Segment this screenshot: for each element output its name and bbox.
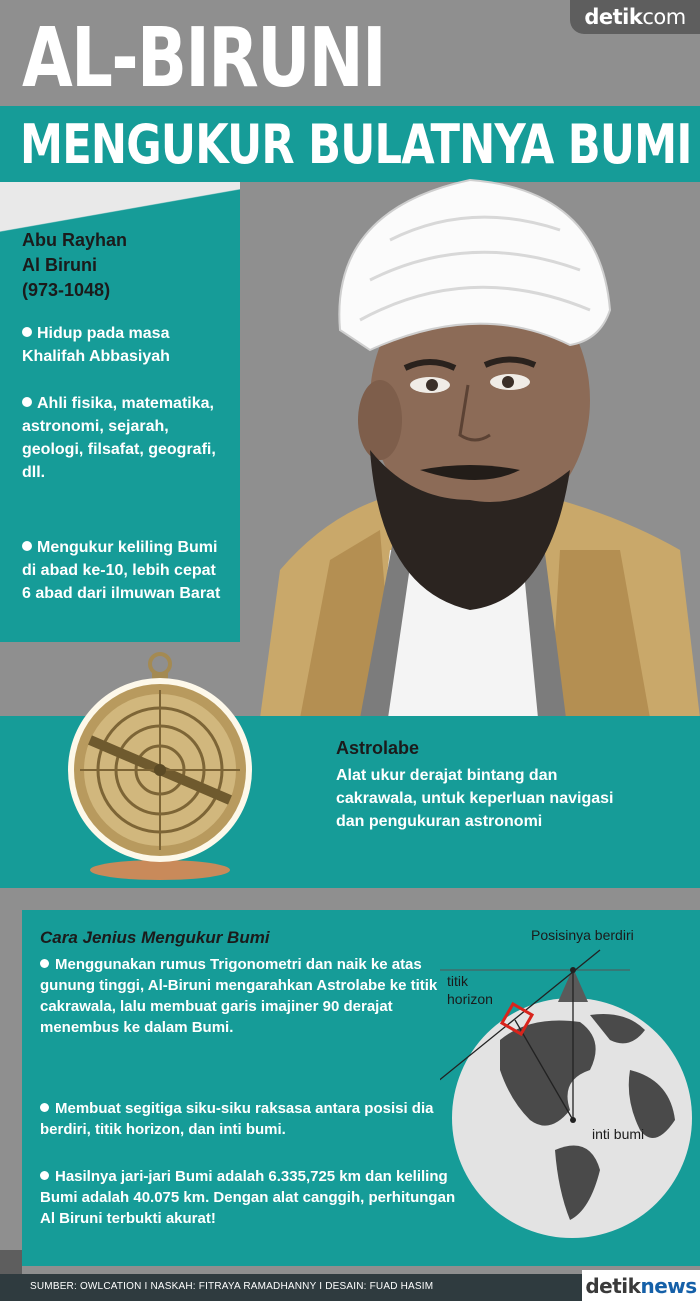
bullet-dot — [22, 397, 32, 407]
al-biruni-portrait — [220, 170, 700, 718]
earth-diagram — [440, 920, 700, 1260]
bullet-dot — [22, 541, 32, 551]
bullet-dot — [40, 1171, 49, 1180]
method-bullet-2: Membuat segitiga siku-siku raksasa antara posisi dia berdiri, titik horizon, dan inti bumi. — [40, 1100, 434, 1138]
method-title: Cara Jenius Mengukur Bumi — [40, 928, 270, 947]
detiknews-logo[interactable]: detik news — [582, 1270, 700, 1301]
method-bullet-1: Menggunakan rumus Trigonometri dan naik ke atas gunung tinggi, Al-Biruni mengarahkan Astrolabe ke titik cakrawala, lalu membuat garis imajiner 90 derajat menembus ke dalam Bumi. — [40, 956, 438, 1036]
page-subtitle: MENGUKUR BULATNYA BUMI — [20, 113, 692, 176]
bullet-dot — [22, 327, 32, 337]
corner-accent — [0, 1250, 22, 1274]
astrolabe-icon — [60, 650, 260, 880]
page-title: AL-BIRUNI — [22, 11, 385, 106]
bullet-dot — [40, 1103, 49, 1112]
bio-name: Abu Rayhan Al Biruni (973-1048) — [22, 230, 128, 300]
method-bullet-3: Hasilnya jari-jari Bumi adalah 6.335,725 km dan keliling Bumi adalah 40.075 km. Dengan alat canggih, perhitungan Al Biruni terbukti akurat! — [40, 1168, 456, 1227]
astrolabe-title: Astrolabe — [336, 738, 420, 758]
bullet-dot — [40, 959, 49, 968]
footer-credits: SUMBER: OWLCATION I NASKAH: FITRAYA RAMADHANNY I DESAIN: FUAD HASIM — [30, 1281, 434, 1292]
label-horizon-point: titik horizon — [447, 973, 493, 1007]
label-standing-position: Posisinya berdiri — [531, 927, 634, 943]
label-earth-core: inti bumi — [592, 1126, 645, 1142]
astrolabe-description: Alat ukur derajat bintang dan cakrawala, untuk keperluan navigasi dan pengukuran astronomi — [336, 767, 614, 830]
section-divider — [0, 888, 700, 910]
bio-bullet-2: Ahli fisika, matematika, astronomi, sejarah, geologi, filsafat, geografi, dll. — [22, 395, 216, 481]
bio-bullet-1: Hidup pada masa Khalifah Abbasiyah — [22, 325, 170, 365]
detikcom-logo[interactable]: detik com — [570, 0, 700, 34]
bio-bullet-3: Mengukur keliling Bumi di abad ke-10, lebih cepat 6 abad dari ilmuwan Barat — [22, 539, 221, 602]
